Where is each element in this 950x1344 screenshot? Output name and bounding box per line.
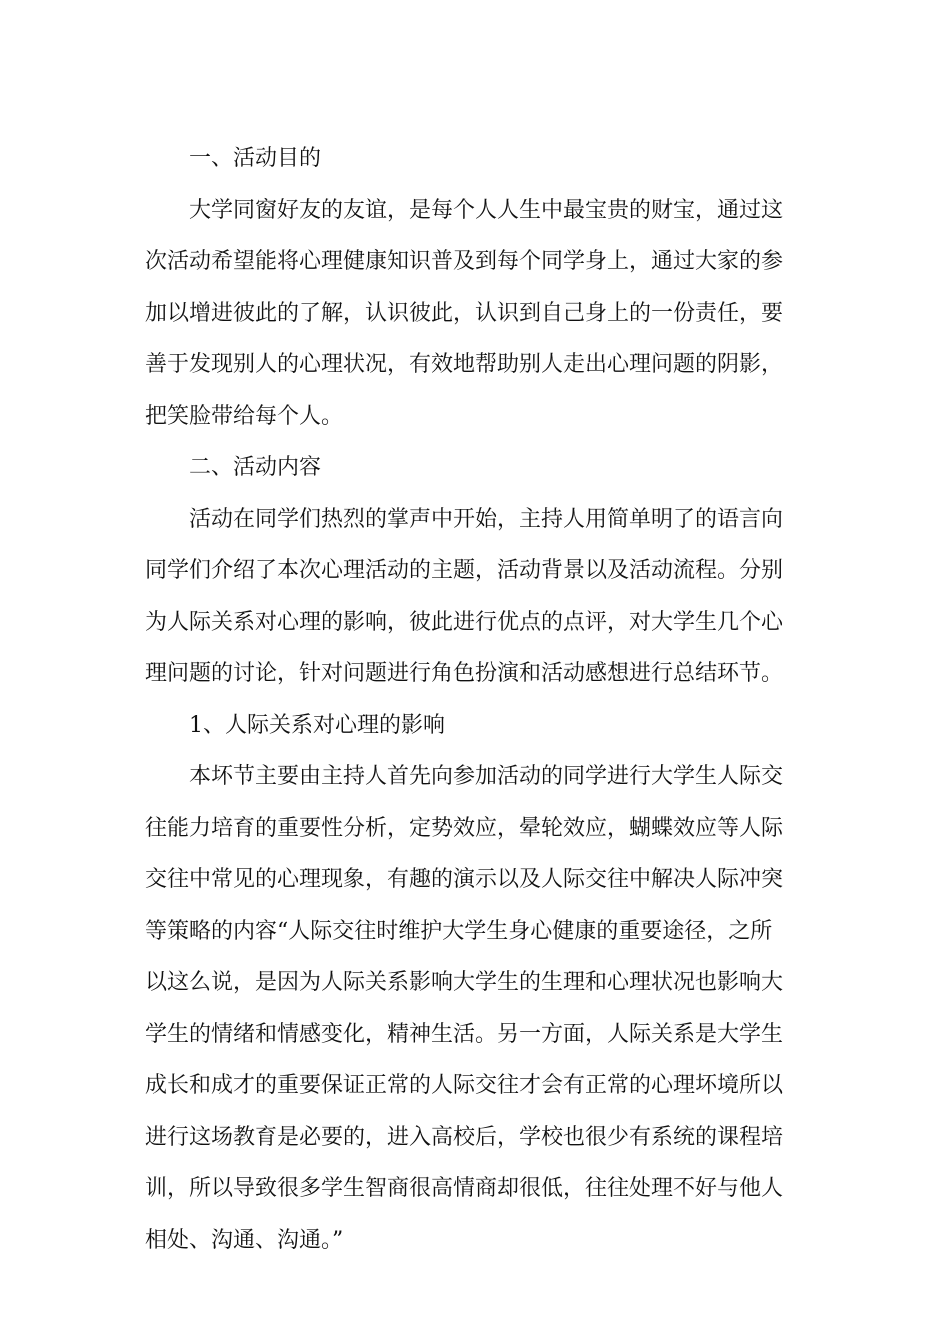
paragraph-line: 为人际关系对心理的影响，彼此进行优点的点评，对大学生几个心	[145, 609, 784, 635]
paragraph-line: 同学们介绍了本次心理活动的主题，活动背景以及活动流程。分别	[145, 558, 784, 583]
paragraph-line: 进行这场教育是必要的，进入高校后，学校也很少有系统的课程培	[145, 1124, 784, 1150]
document-body	[145, 133, 809, 1266]
paragraph-line: 往能力培育的重要性分析，定势效应，晕轮效应，蝴蝶效应等人际	[145, 815, 784, 841]
paragraph-line: 等策略的内容“人际交往时维护大学生身心健康的重要途径，之所	[145, 918, 773, 944]
paragraph-line: 大学同窗好友的友谊，是每个人人生中最宝贵的财宝，通过这	[189, 197, 784, 223]
section-heading-content: 二、活动内容	[189, 455, 322, 480]
section-heading-purpose: 一、活动目的	[189, 146, 322, 171]
paragraph-line: 学生的情绪和情感变化，精神生活。另一方面，人际关系是大学生	[145, 1021, 784, 1047]
subsection-heading-relationships: 1、人际关系对心理的影响	[189, 712, 445, 738]
paragraph-line: 加以增进彼此的了解，认识彼此，认识到自己身上的一份责任，要	[145, 300, 784, 326]
paragraph-line: 次活动希望能将心理健康知识普及到每个同学身上，通过大家的参	[145, 249, 784, 274]
paragraph-line: 理问题的讨论，针对问题进行角色扮演和活动感想进行总结环节。	[145, 661, 784, 686]
paragraph-line: 本坏节主要由主持人首先向参加活动的同学进行大学生人际交	[189, 764, 784, 789]
paragraph-line: 成长和成才的重要保证正常的人际交往才会有正常的心理坏境所以	[145, 1073, 784, 1098]
paragraph-line: 活动在同学们热烈的掌声中开始，主持人用简单明了的语言向	[189, 506, 784, 532]
paragraph-line: 交往中常见的心理现象，有趣的演示以及人际交往中解决人际冲突	[145, 867, 784, 892]
paragraph-line: 相处、沟通、沟通。”	[145, 1227, 344, 1253]
paragraph-line: 把笑脸带给每个人。	[145, 403, 344, 429]
paragraph-line: 善于发现别人的心理状况，有效地帮助别人走出心理问题的阴影，	[145, 352, 784, 377]
paragraph-line: 以这么说，是因为人际关系影响大学生的生理和心理状况也影响大	[145, 970, 784, 995]
paragraph-line: 训，所以导致很多学生智商很高情商却很低，往往处理不好与他人	[145, 1176, 784, 1201]
